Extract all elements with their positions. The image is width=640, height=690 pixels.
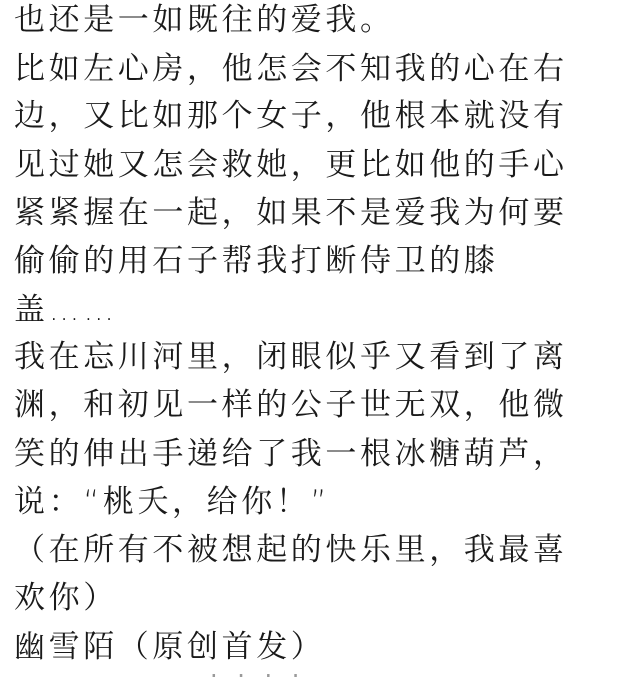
text-line: 欢你） xyxy=(14,580,118,616)
text-line: 见过她又怎会救她，更比如他的手心 xyxy=(14,147,568,183)
text-line: 渊，和初见一样的公子世无双，他微 xyxy=(14,387,568,423)
text-line: 边，又比如那个女子，他根本就没有 xyxy=(14,98,568,134)
cropped-text-fragment: · · · · xyxy=(210,662,306,690)
text-line: （在所有不被想起的快乐里，我最喜 xyxy=(14,532,568,568)
text-line: 紧紧握在一起，如果不是爱我为何要 xyxy=(14,195,568,231)
text-line: 我在忘川河里，闭眼似乎又看到了离 xyxy=(14,339,568,375)
text-line: 笑的伸出手递给了我一根冰糖葫芦， xyxy=(14,436,568,472)
text-line: 盖…… xyxy=(14,292,118,328)
text-line: 比如左心房，他怎会不知我的心在右 xyxy=(14,51,568,87)
text-line: 说：“桃夭，给你！” xyxy=(14,484,331,520)
text-line: 也还是一如既往的爱我。 xyxy=(14,2,395,38)
text-line: 偷偷的用石子帮我打断侍卫的膝 xyxy=(14,243,499,279)
author-signature: 幽雪陌（原创首发） xyxy=(14,629,326,665)
